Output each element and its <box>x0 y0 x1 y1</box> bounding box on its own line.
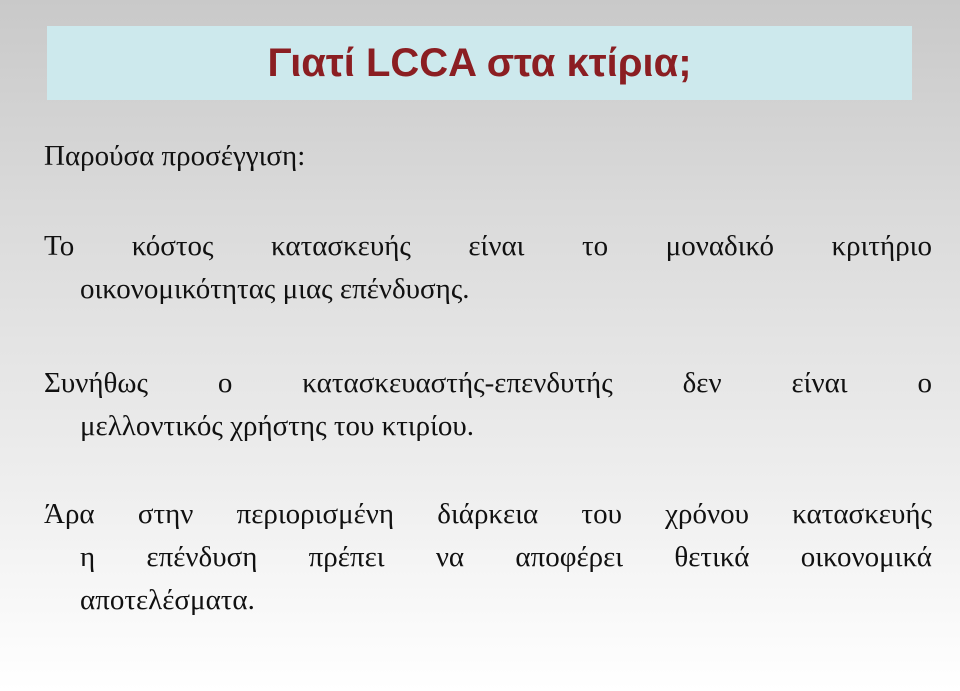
paragraph-line: Άρα στην περιορισμένη διάρκεια του χρόνου κατασκευής <box>44 498 932 530</box>
paragraph-line: οικονομικότητας μιας επένδυσης. <box>80 273 470 305</box>
paragraph-construction-cost <box>44 225 932 311</box>
paragraph-line: αποτελέσματα. <box>80 584 255 616</box>
slide-title: Γιατί LCCA στα κτίρια; <box>267 41 692 85</box>
paragraph-line: μελλοντικός χρήστης του κτιρίου. <box>80 410 475 442</box>
paragraph-conclusion <box>44 493 932 622</box>
paragraph-line: η επένδυση πρέπει να αποφέρει θετικά οικονομικά <box>80 541 932 573</box>
paragraph-line: Συνήθως ο κατασκευαστής-επενδυτής δεν είναι ο <box>44 367 932 399</box>
paragraph-builder-investor <box>44 362 932 448</box>
title-banner <box>47 26 912 100</box>
paragraph-line: Το κόστος κατασκευής είναι το μοναδικό κριτήριο <box>44 230 932 262</box>
intro-heading: Παρούσα προσέγγιση: <box>44 140 306 172</box>
